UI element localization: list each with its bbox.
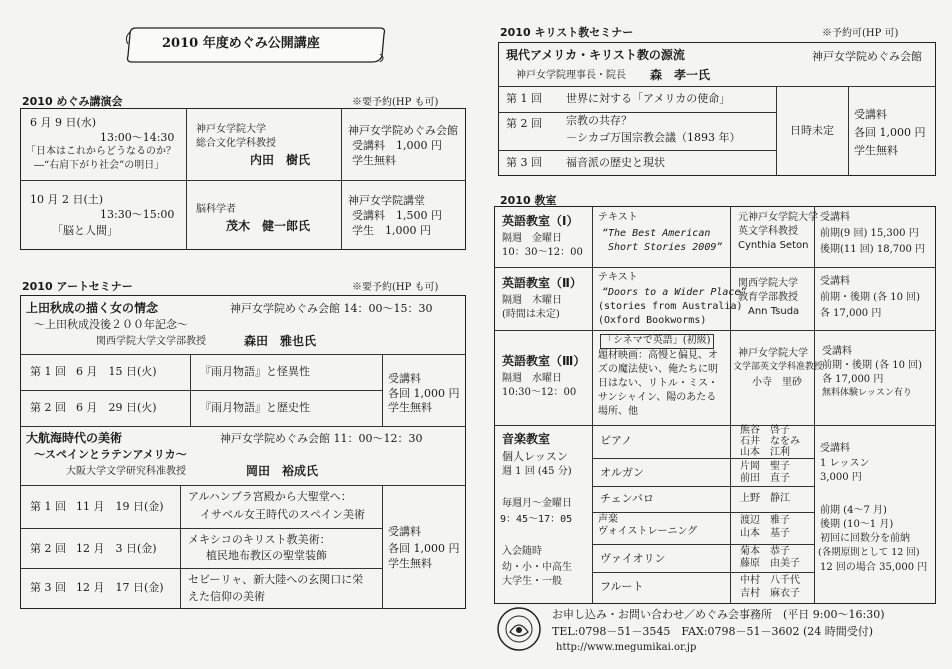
speaker-name: 茂木 健一郎氏 [226, 219, 311, 233]
footer-contact: お申し込み・お問い合わせ／めぐみ会事務所 (平日 9:00～16:30) [552, 608, 885, 621]
christ-section-title: 2010 キリスト教セミナー [500, 26, 634, 39]
lecture-note: ※要予約(HP も可) [352, 97, 439, 108]
art-note: ※要予約(HP も可) [352, 282, 439, 293]
classes-section-title: 2010 教室 [500, 194, 557, 207]
speaker-name: 森田 雅也氏 [244, 334, 317, 348]
christ-note: ※予約可(HP 可) [822, 28, 899, 39]
footer-url[interactable]: http://www.megumikai.or.jp [556, 642, 697, 653]
speaker-name: 岡田 裕成氏 [246, 464, 319, 478]
art-section-title: 2010 アートセミナー [22, 280, 133, 293]
christ-header: 現代アメリカ・キリスト教の源流 [506, 48, 685, 62]
megumikai-seal-icon [496, 606, 542, 652]
banner [122, 22, 388, 66]
speaker-name: 森 孝一氏 [650, 68, 711, 82]
footer-phone: TEL:0798－51－3545 FAX:0798－51－3602 (24 時間受付) [552, 625, 874, 638]
speaker-name: 内田 樹氏 [250, 153, 311, 167]
art-s2-title: 大航海時代の美術 [26, 431, 123, 445]
banner-title: 2010 年度めぐみ公開講座 [162, 36, 320, 51]
lecture-section-title: 2010 めぐみ講演会 [22, 95, 123, 108]
art-s1-title: 上田秋成の描く女の情念 [26, 301, 159, 315]
